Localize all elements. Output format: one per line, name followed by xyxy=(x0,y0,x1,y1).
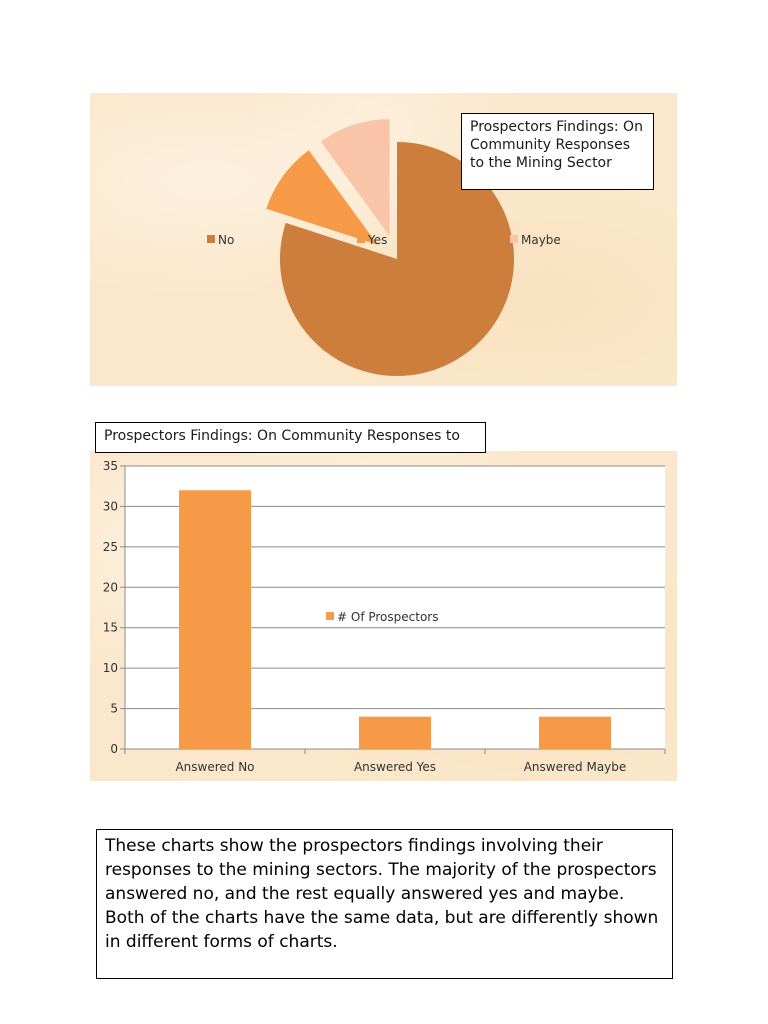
legend-label-prospectors: # Of Prospectors xyxy=(337,610,439,624)
legend-label-yes: Yes xyxy=(368,233,388,247)
description-text: These charts show the prospectors findings involving their responses to the mining sectors. The majority of the prospectors answered no, and the rest equally answered yes and maybe. Both of the charts have the same data, but are differently shown in different forms of charts. xyxy=(96,829,673,979)
x-tick-label: Answered Yes xyxy=(353,760,437,774)
legend-label-no: No xyxy=(218,233,235,247)
bar-answered-no xyxy=(179,490,251,749)
pie-chart-title: Prospectors Findings: On Community Responses to the Mining Sector xyxy=(461,113,654,190)
bar-answered-yes xyxy=(359,717,431,749)
bar-answered-maybe xyxy=(539,717,611,749)
y-tick-label: 20 xyxy=(102,580,118,595)
y-tick-label: 35 xyxy=(102,459,118,473)
y-tick-label: 15 xyxy=(102,620,118,635)
legend-label-maybe: Maybe xyxy=(521,233,561,247)
x-tick-label: Answered No xyxy=(175,760,255,774)
y-tick-label: 10 xyxy=(102,661,118,676)
bar-chart-title: Prospectors Findings: On Community Responses to xyxy=(95,422,486,453)
legend-swatch-prospectors xyxy=(326,612,334,620)
y-tick-label: 30 xyxy=(102,499,118,514)
x-tick-label: Answered Maybe xyxy=(523,760,627,774)
y-tick-label: 5 xyxy=(110,701,118,716)
y-tick-label: 25 xyxy=(102,539,118,554)
y-tick-label: 0 xyxy=(110,742,118,756)
